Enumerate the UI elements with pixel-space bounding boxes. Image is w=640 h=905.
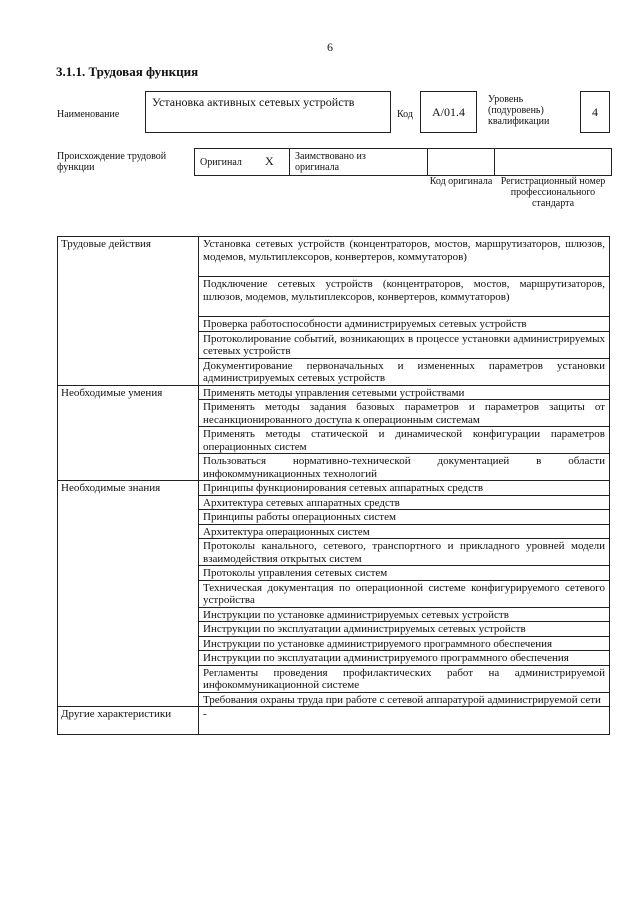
knowledge-header: Необходимые знания xyxy=(58,481,199,707)
table-cell: Установка сетевых устройств (концентраторов, мостов, маршрутизаторов, шлюзов, модемов, мультиплексоров, конвертеров, коммутаторов) xyxy=(199,237,610,277)
table-row xyxy=(58,385,610,400)
code-original-cell xyxy=(427,148,495,176)
table-cell: Протоколы управления сетевых систем xyxy=(199,566,610,581)
borrowed-cell xyxy=(289,148,428,176)
table-cell: Инструкции по установке администрируемых сетевых устройств xyxy=(199,607,610,622)
table-cell: Документирование первоначальных и измененных параметров установки администрируемых сетевых устройств xyxy=(199,358,610,385)
origin-row xyxy=(194,148,612,176)
table-cell: Применять методы статической и динамической конфигурации параметров операционных систем xyxy=(199,427,610,454)
table-row xyxy=(58,481,610,496)
original-mark: X xyxy=(265,154,274,168)
code-original-caption: Код оригинала xyxy=(429,176,493,187)
section-title: 3.1.1. Трудовая функция xyxy=(56,64,199,79)
origin-label: Происхождение трудовой функции xyxy=(57,151,167,173)
table-cell: - xyxy=(199,707,610,735)
table-cell: Техническая документация по операционной системе конфигурируемого сетевого устройства xyxy=(199,580,610,607)
code-label: Код xyxy=(397,109,413,120)
table-cell: Инструкции по эксплуатации администрируемого программного обеспечения xyxy=(199,651,610,666)
reg-number-caption: Регистрационный номер профессионального стандарта xyxy=(500,176,606,209)
name-label: Наименование xyxy=(57,109,120,120)
labor-actions-header: Трудовые действия xyxy=(58,237,199,386)
table-cell: Архитектура операционных систем xyxy=(199,524,610,539)
qualification-level-box: 4 xyxy=(580,91,610,133)
borrowed-label: Заимствовано из оригинала xyxy=(295,151,366,173)
reg-number-cell xyxy=(494,148,612,176)
function-details-table xyxy=(57,236,610,735)
skills-header: Необходимые умения xyxy=(58,385,199,481)
table-cell: Принципы функционирования сетевых аппаратных средств xyxy=(199,481,610,496)
level-label: Уровень (подуровень) квалификации xyxy=(488,94,550,127)
table-row xyxy=(58,237,610,277)
table-cell: Архитектура сетевых аппаратных средств xyxy=(199,495,610,510)
function-name-box: Установка активных сетевых устройств xyxy=(145,91,391,133)
table-cell: Принципы работы операционных систем xyxy=(199,510,610,525)
table-cell: Инструкции по установке администрируемого программного обеспечения xyxy=(199,636,610,651)
table-cell: Подключение сетевых устройств (концентраторов, мостов, маршрутизаторов, шлюзов, модемов, мультиплексоров, конвертеров, коммутаторов) xyxy=(199,277,610,317)
table-cell: Проверка работоспособности администрируемых сетевых устройств xyxy=(199,317,610,332)
table-cell: Регламенты проведения профилактических работ на администрируемой инфокоммуникационной системе xyxy=(199,665,610,692)
function-code-box: A/01.4 xyxy=(420,91,477,133)
original-cell xyxy=(194,148,290,176)
table-cell: Применять методы задания базовых параметров и параметров защиты от несанкционированного доступа к операционным системам xyxy=(199,400,610,427)
table-cell: Инструкции по эксплуатации администрируемых сетевых устройств xyxy=(199,622,610,637)
table-row xyxy=(58,707,610,735)
table-cell: Протоколирование событий, возникающих в процессе установки администрируемых сетевых устройств xyxy=(199,331,610,358)
table-cell: Протоколы канального, сетевого, транспортного и прикладного уровней модели взаимодействия открытых систем xyxy=(199,539,610,566)
table-cell: Пользоваться нормативно-технической документацией в области инфокоммуникационных технологий xyxy=(199,454,610,481)
table-cell: Применять методы управления сетевыми устройствами xyxy=(199,385,610,400)
page-number: 6 xyxy=(327,40,333,54)
other-characteristics-header: Другие характеристики xyxy=(58,707,199,735)
original-label: Оригинал xyxy=(200,157,242,168)
table-cell: Требования охраны труда при работе с сетевой аппаратурой администрируемой сети xyxy=(199,692,610,707)
